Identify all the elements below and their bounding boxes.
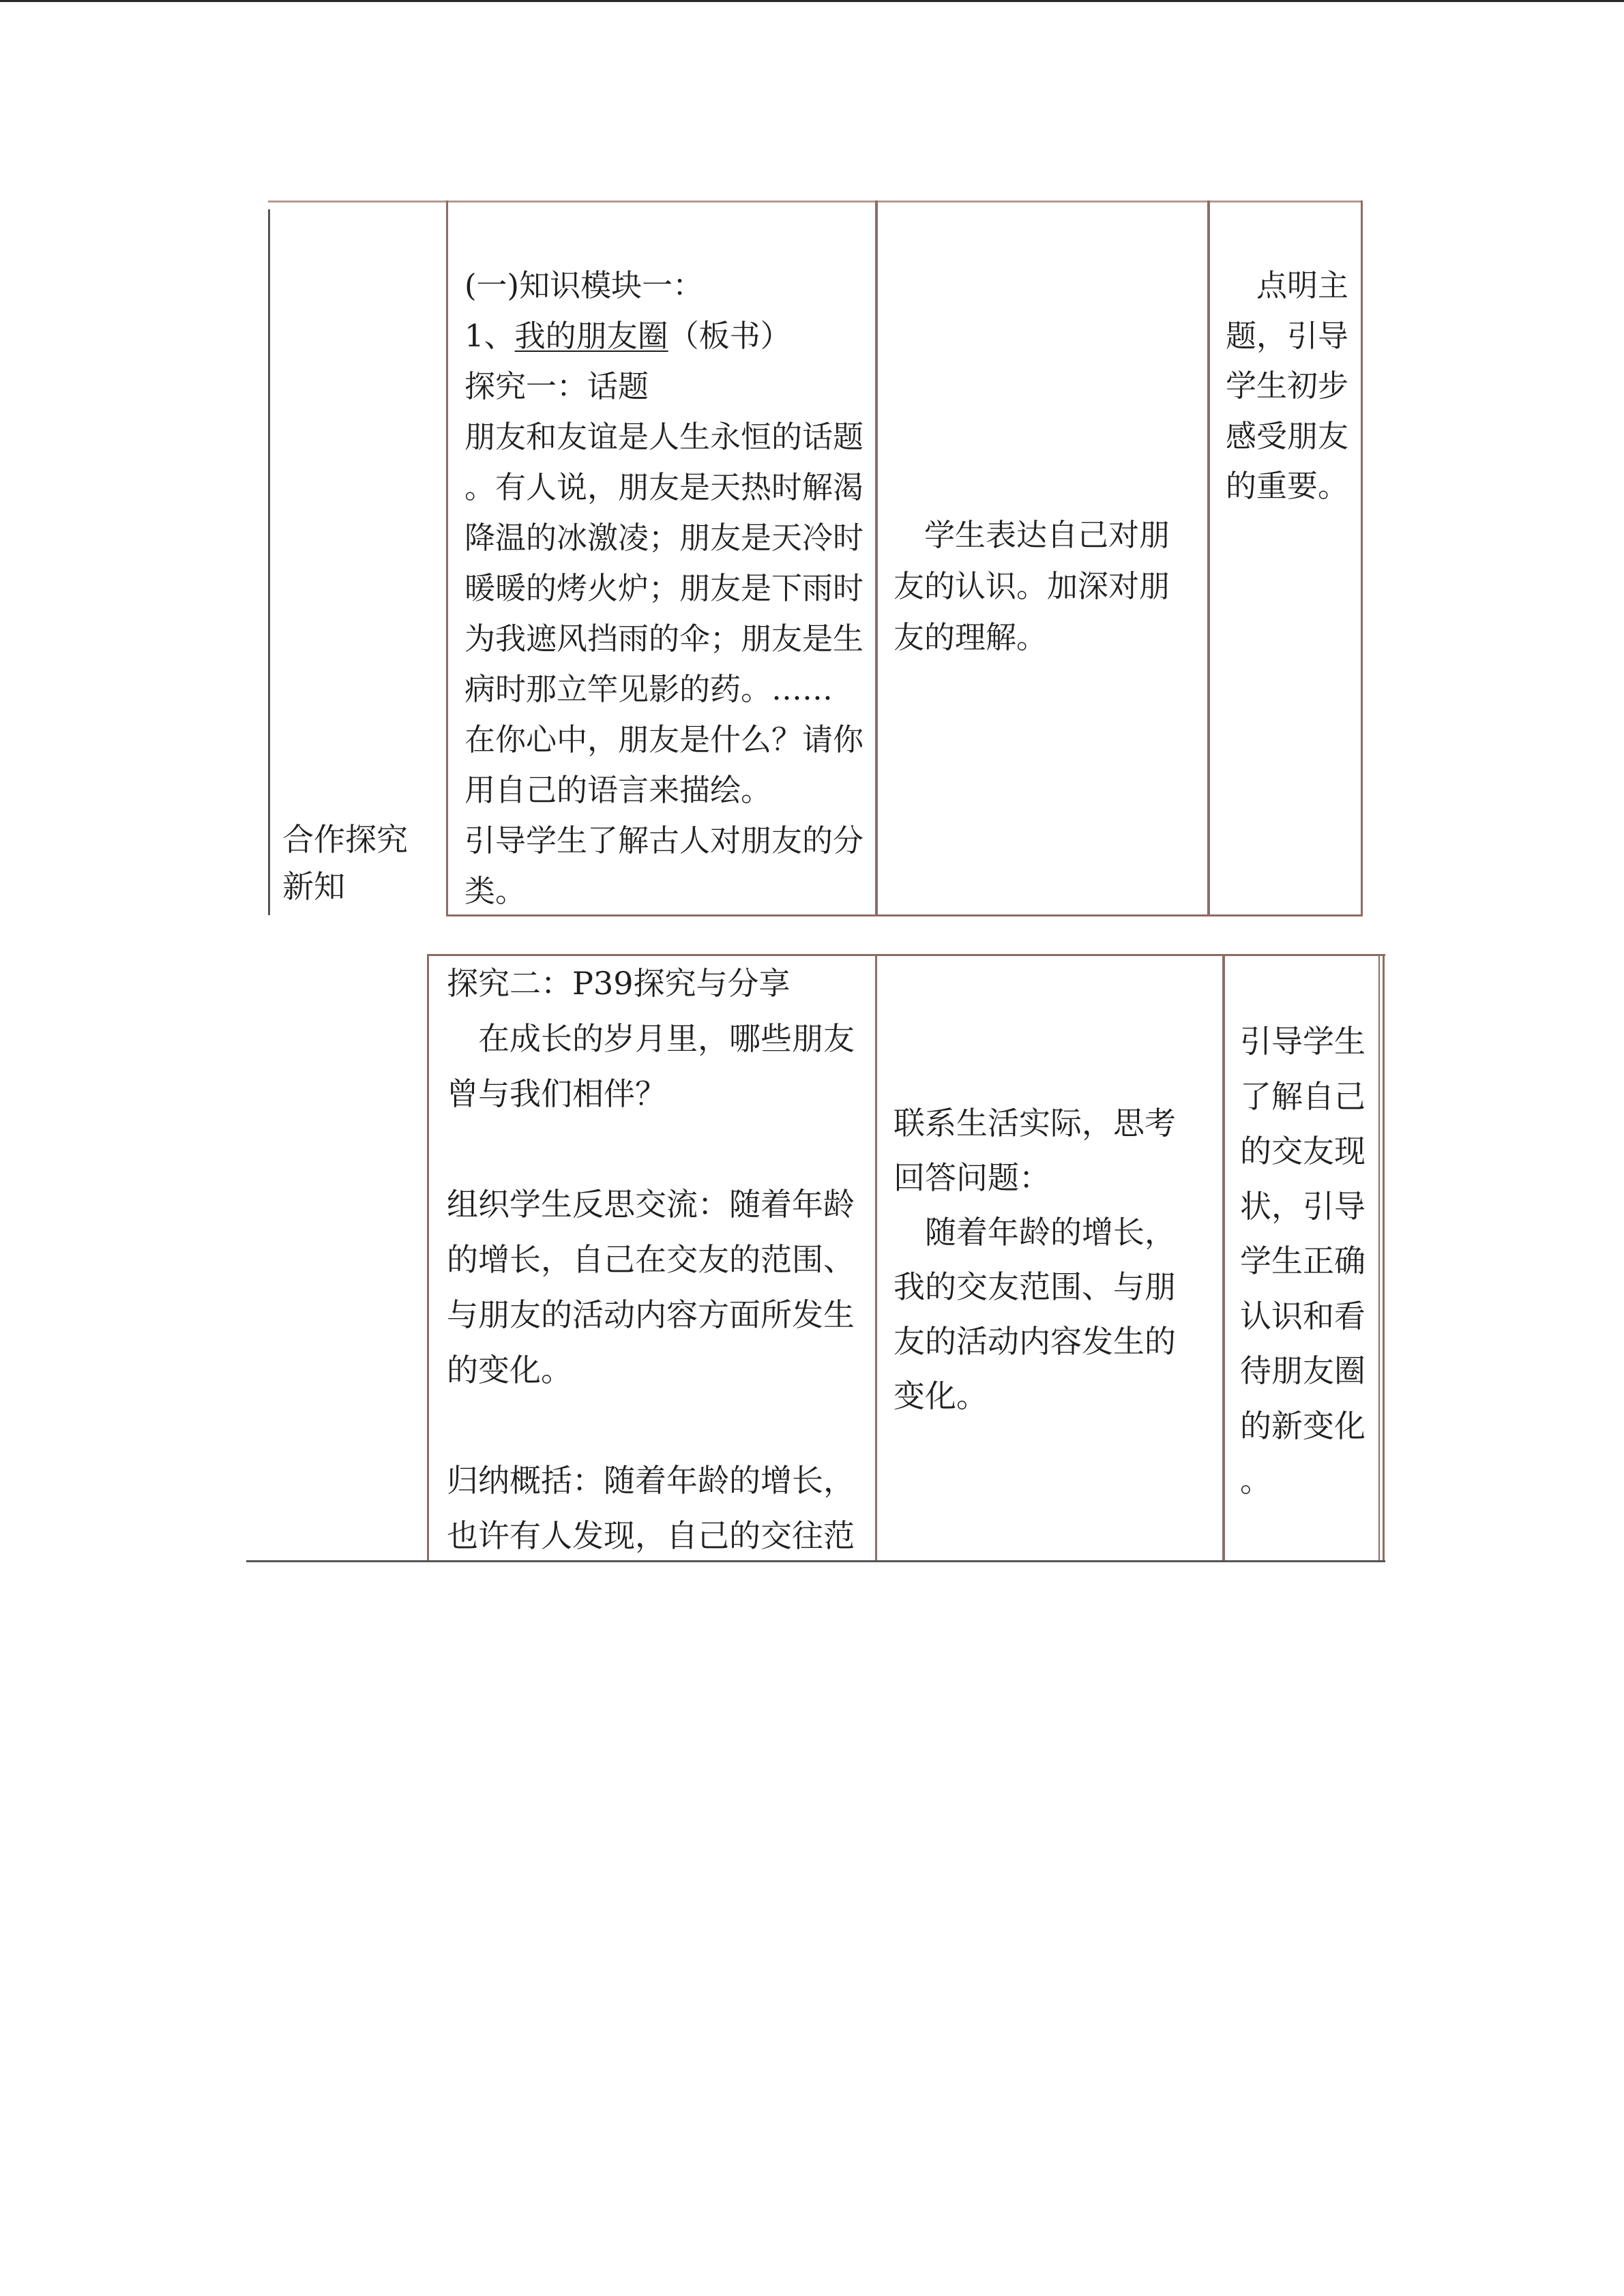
module-heading: (一)知识模块一： [464, 267, 704, 303]
teacher-activity-line: 朋友和友谊是人生永恒的话题 [464, 419, 864, 455]
table-border-left [268, 209, 270, 915]
teacher-activity-line: 类。 [464, 873, 527, 909]
teacher-activity-line: 降温的冰激凌；朋友是天冷时 [464, 520, 864, 556]
column-divider [1222, 954, 1225, 1562]
column-divider [875, 954, 877, 1562]
student-activity-line: 友的认识。加深对朋 [894, 568, 1170, 604]
design-intent-line: 引导学生 [1240, 1023, 1365, 1060]
section-number: 1、 [464, 318, 515, 354]
stage-label-cell [282, 816, 408, 910]
student-activity-line: 学生表达自己对朋 [924, 517, 1170, 553]
teacher-activity-line: 引导学生了解古人对朋友的分 [464, 822, 864, 859]
design-intent-line: 题，引导 [1226, 317, 1349, 354]
teacher-activity-line: 探究二：P39探究与分享 [447, 965, 791, 1002]
teacher-activity-line: 病时那立竿见影的药。…… [464, 671, 833, 707]
teacher-activity-line: 的变化。 [447, 1352, 572, 1388]
student-activity-line: 回答问题： [894, 1159, 1050, 1196]
teacher-activity-line: 探究一：话题 [464, 368, 649, 404]
teacher-activity-line: 在你心中，朋友是什么？请你 [464, 721, 864, 758]
column-divider [875, 200, 878, 916]
student-activity-line: 友的理解。 [894, 619, 1048, 655]
column-divider [1207, 200, 1210, 916]
student-activity-line: 变化。 [894, 1377, 988, 1414]
teacher-activity-line: 曾与我们相伴？ [447, 1075, 666, 1112]
teacher-activity-line: 暖暖的烤火炉；朋友是下雨时 [464, 570, 864, 606]
student-activity-cell [894, 1096, 1176, 1423]
teacher-activity-cell [447, 956, 855, 1564]
student-activity-line: 我的交友范围、与朋 [894, 1268, 1176, 1305]
teacher-activity-line: 归纳概括：随着年龄的增长， [447, 1462, 855, 1499]
design-intent-line: 学生正确 [1240, 1242, 1365, 1279]
design-intent-line: 学生初步 [1226, 368, 1349, 404]
stage-label-line: 新知 [282, 869, 345, 904]
teacher-activity-line: 的增长，自己在交友的范围、 [447, 1241, 855, 1278]
design-intent-line: 待朋友圈 [1240, 1352, 1365, 1389]
student-activity-line: 随着年龄的增长， [925, 1214, 1176, 1251]
design-intent-line: 的重要。 [1226, 468, 1349, 504]
design-intent-cell [1240, 1014, 1365, 1508]
section-heading [464, 311, 863, 361]
section-title: 我的朋友圈 [514, 318, 668, 354]
design-intent-line: 感受朋友 [1226, 417, 1349, 454]
blank-line [447, 1122, 855, 1177]
student-activity-line: 友的活动内容发生的 [894, 1323, 1176, 1360]
section-note: （板书） [668, 318, 791, 354]
table-border-left [427, 954, 429, 1562]
teacher-activity-line: 用自己的语言来描绘。 [464, 772, 772, 808]
page-top-edge [0, 0, 1624, 2]
design-intent-line: 点明主 [1256, 267, 1349, 303]
stage-label-line: 合作探究 [282, 822, 408, 857]
table-border-right [1383, 954, 1385, 1562]
teacher-activity-line: 为我遮风挡雨的伞；朋友是生 [464, 621, 864, 657]
design-intent-line: 。 [1240, 1462, 1271, 1499]
teacher-activity-line: 。有人说，朋友是天热时解渴 [464, 469, 864, 505]
design-intent-line: 认识和看 [1240, 1297, 1365, 1335]
table-border-top [268, 200, 1363, 203]
column-divider [446, 200, 448, 916]
design-intent-cell [1226, 260, 1348, 511]
table-border-right [1361, 200, 1363, 916]
student-activity-cell [894, 509, 1170, 663]
student-activity-line: 联系生活实际，思考 [894, 1105, 1176, 1142]
design-intent-line: 的交友现 [1240, 1133, 1365, 1169]
table-border-right [1378, 954, 1380, 1562]
teacher-activity-line: 与朋友的活动内容方面所发生 [447, 1296, 855, 1333]
teacher-activity-line: 组织学生反思交流：随着年龄 [447, 1186, 855, 1223]
teacher-activity-line: 也许有人发现，自己的交往范 [447, 1517, 855, 1554]
design-intent-line: 的新变化 [1240, 1407, 1365, 1444]
teacher-activity-cell [464, 260, 863, 916]
teacher-activity-line: 在成长的岁月里，哪些朋友 [478, 1020, 855, 1057]
design-intent-line: 状，引导 [1240, 1187, 1365, 1225]
blank-line [447, 1398, 855, 1453]
design-intent-line: 了解自己 [1240, 1077, 1365, 1115]
